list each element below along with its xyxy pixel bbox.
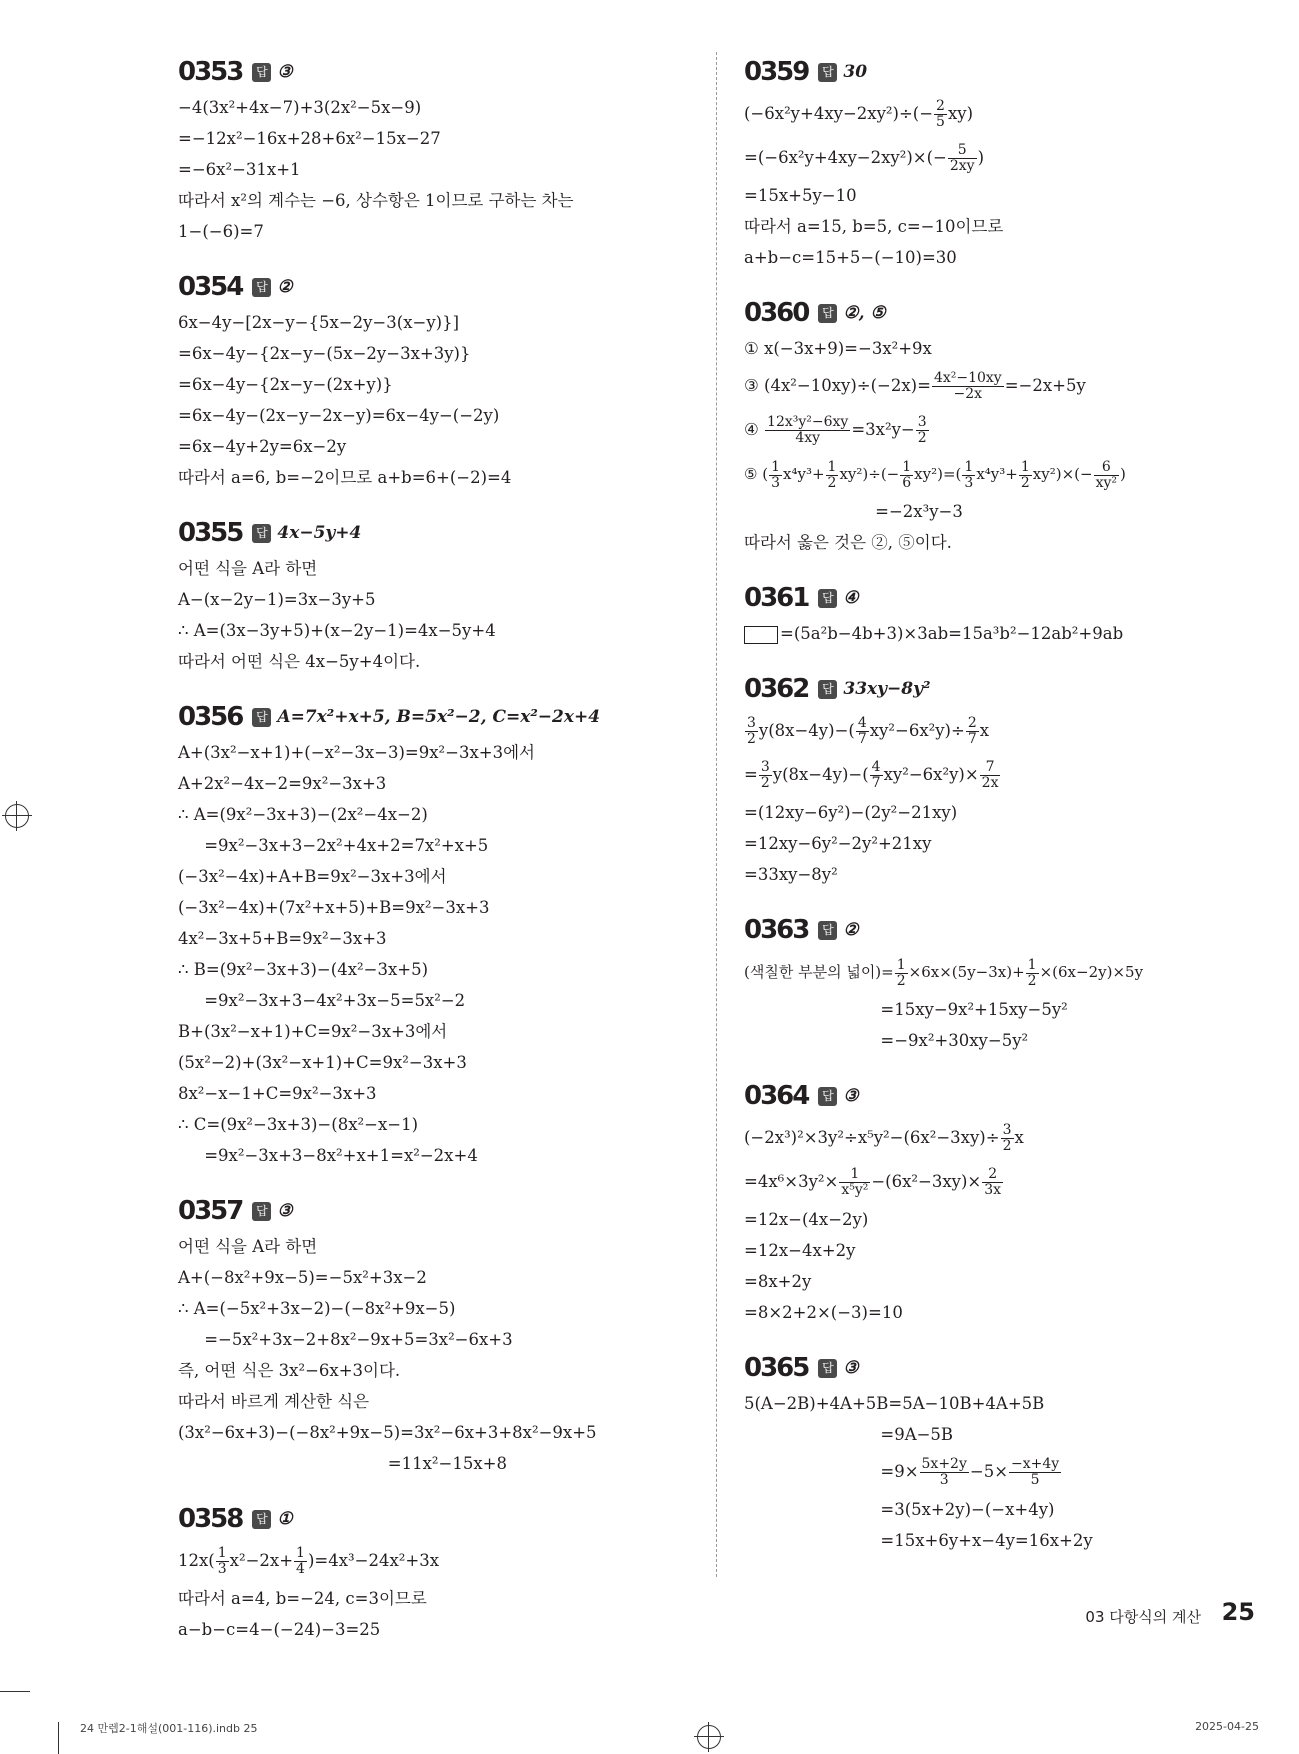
answer-tag: 답 [818, 680, 837, 699]
fraction: $\frac{2}{5}$ [936, 98, 945, 130]
answer: 30 [843, 62, 868, 82]
problem-number: 0353 [178, 57, 243, 87]
solution-line: ∴ A=(3x−3y+5)+(x−2y−1)=4x−5y+4 [178, 621, 496, 640]
problem-header [178, 1191, 678, 1231]
solution-line: 8x²−x−1+C=9x²−3x+3 [178, 1084, 377, 1103]
problem-number: 0360 [744, 298, 809, 328]
solution-line: =11x²−15x+8 [178, 1454, 507, 1473]
solution-line: 즉, 어떤 식은 3x²−6x+3이다. [178, 1361, 401, 1380]
solution-line: A+(−8x²+9x−5)=−5x²+3x−2 [178, 1268, 427, 1287]
problem-0359 [744, 52, 1264, 273]
solution-line: 따라서 x²의 계수는 −6, 상수항은 1이므로 구하는 차는 [178, 191, 574, 210]
solution-line: ∴ A=(−5x²+3x−2)−(−8x²+9x−5) [178, 1299, 456, 1318]
problem-number: 0355 [178, 518, 243, 548]
answer-tag: 답 [818, 921, 837, 940]
answer: ③ [843, 1358, 859, 1378]
answer: ②, ⑤ [843, 303, 886, 323]
answer-tag: 답 [818, 1359, 837, 1378]
solution-line: =12x−4x+2y [744, 1241, 856, 1260]
solution-line: =15x+5y−10 [744, 186, 857, 205]
problem-number: 0362 [744, 674, 809, 704]
answer-tag: 답 [252, 1510, 271, 1529]
left-column [178, 52, 678, 1665]
solution-line: =(5a²b−4b+3)×3ab=15a³b²−12ab²+9ab [744, 618, 1264, 649]
solution-line: A+2x²−4x−2=9x²−3x+3 [178, 774, 387, 793]
solution-line: =9A−5B [744, 1425, 954, 1444]
answer-tag: 답 [252, 1202, 271, 1221]
solution-line: =3(5x+2y)−(−x+4y) [744, 1500, 1055, 1519]
answer: 33xy−8y² [843, 679, 931, 699]
solution-line: 어떤 식을 A라 하면 [178, 559, 318, 578]
solution-line: 따라서 어떤 식은 4x−5y+4이다. [178, 652, 421, 671]
solution-line: A−(x−2y−1)=3x−3y+5 [178, 590, 376, 609]
solution-line: (3x²−6x+3)−(−8x²+9x−5)=3x²−6x+3+8x²−9x+5 [178, 1423, 597, 1442]
solution-line: ∴ A=(9x²−3x+3)−(2x²−4x−2) [178, 805, 428, 824]
solution-line: ∴ B=(9x²−3x+3)−(4x²−3x+5) [178, 960, 429, 979]
problem-number: 0354 [178, 272, 243, 302]
solution-line: =6x−4y−(2x−y−2x−y)=6x−4y−(−2y) [178, 406, 500, 425]
solution-line: (−6x²y+4xy−2xy²)÷(− $\frac{2}{5}$ xy) [744, 98, 974, 130]
answer: ③ [843, 1086, 859, 1106]
solution-line: =4x⁶×3y²× $\frac{1}{\text{x⁵y²}}$ −(6x²−3xy)× $\frac{2}{3x}$ [744, 1166, 1002, 1198]
solution-line: = $\frac{3}{2}$ y(8x−4y)−( $\frac{4}{7}$ xy²−6x²y)× $\frac{7}{2x}$ [744, 759, 999, 791]
problem-0364 [744, 1076, 1264, 1328]
answer-tag: 답 [252, 708, 271, 727]
problem-number: 0356 [178, 702, 243, 732]
page-number: 25 [1221, 1598, 1255, 1626]
problem-0354 [178, 267, 678, 493]
problem-0360 [744, 293, 1264, 558]
answer: ② [843, 920, 859, 940]
solution-line: a+b−c=15+5−(−10)=30 [744, 248, 957, 267]
solution-line: =8×2+2×(−3)=10 [744, 1303, 903, 1322]
solution-line: 어떤 식을 A라 하면 [178, 1237, 318, 1256]
solution-line: 5(A−2B)+4A+5B=5A−10B+4A+5B [744, 1394, 1045, 1413]
solution-line: =−12x²−16x+28+6x²−15x−27 [178, 129, 441, 148]
crop-mark-icon [0, 1691, 30, 1692]
problem-0361 [744, 578, 1264, 649]
crop-mark-icon [58, 1722, 59, 1754]
problem-0363 [744, 910, 1264, 1056]
solution-line: =12x−(4x−2y) [744, 1210, 869, 1229]
answer-tag: 답 [818, 1087, 837, 1106]
solution-line: ① x(−3x+9)=−3x²+9x [744, 339, 932, 358]
problem-number: 0357 [178, 1196, 243, 1226]
solution-line: ∴ C=(9x²−3x+3)−(8x²−x−1) [178, 1115, 419, 1134]
answer: A=7x²+x+5, B=5x²−2, C=x²−2x+4 [277, 707, 601, 727]
solution-line: a−b−c=4−(−24)−3=25 [178, 1620, 381, 1639]
solution-line: ③ (4x²−10xy)÷(−2x)= $\frac{\text{4x²−10xy}}{-2x}$ =−2x+5y [744, 370, 1086, 402]
problem-number: 0361 [744, 583, 809, 613]
answer: ③ [277, 62, 293, 82]
solution-line: =6x−4y−{2x−y−(5x−2y−3x+3y)} [178, 344, 471, 363]
solution-line: =12xy−6y²−2y²+21xy [744, 834, 932, 853]
solution-line: B+(3x²−x+1)+C=9x²−3x+3에서 [178, 1022, 448, 1041]
problem-number: 0364 [744, 1081, 809, 1111]
solution-line: −4(3x²+4x−7)+3(2x²−5x−9) [178, 98, 422, 117]
answer-tag: 답 [252, 63, 271, 82]
date-slug: 2025-04-25 [1195, 1720, 1259, 1733]
solution-line: =−9x²+30xy−5y² [744, 1031, 1029, 1050]
solution-line: A+(3x²−x+1)+(−x²−3x−3)=9x²−3x+3에서 [178, 743, 535, 762]
solution-line: 따라서 바르게 계산한 식은 [178, 1392, 370, 1411]
answer: 4x−5y+4 [277, 523, 362, 543]
solution-line: =33xy−8y² [744, 865, 838, 884]
solution-line: (−3x²−4x)+(7x²+x+5)+B=9x²−3x+3 [178, 898, 490, 917]
problem-0362 [744, 669, 1264, 890]
problem-number: 0358 [178, 1504, 243, 1534]
registration-mark-icon [5, 804, 29, 828]
solution-line: 4x²−3x+5+B=9x²−3x+3 [178, 929, 387, 948]
chapter-title: 03 다항식의 계산 [1085, 1608, 1201, 1626]
fraction: $\frac{\text{12x³y²−6xy}}{4xy}$ [767, 414, 849, 446]
fraction: $\frac{3}{2}$ [917, 414, 927, 446]
column-divider [716, 52, 717, 1577]
solution-line: (−3x²−4x)+A+B=9x²−3x+3에서 [178, 867, 447, 886]
fraction: $\frac{\text{4x²−10xy}}{-2x}$ [933, 370, 1002, 402]
problem-number: 0359 [744, 57, 809, 87]
solution-line: =6x−4y+2y=6x−2y [178, 437, 347, 456]
fraction: $\frac{1}{4}$ [296, 1545, 305, 1577]
solution-line: (5x²−2)+(3x²−x+1)+C=9x²−3x+3 [178, 1053, 467, 1072]
solution-line: $\frac{3}{2}$ y(8x−4y)−( $\frac{4}{7}$ xy²−6x²y)÷ $\frac{2}{7}$ x [747, 715, 990, 747]
problem-0356 [178, 697, 678, 1171]
solution-line: 따라서 a=15, b=5, c=−10이므로 [744, 217, 1004, 236]
fraction: $\frac{5}{2xy}$ [949, 142, 975, 174]
answer-tag: 답 [818, 304, 837, 323]
solution-line: =−2x³y−3 [744, 502, 963, 521]
problem-0353 [178, 52, 678, 247]
problem-0357 [178, 1191, 678, 1479]
answer-tag: 답 [818, 589, 837, 608]
solution-line: 따라서 a=6, b=−2이므로 a+b=6+(−2)=4 [178, 468, 512, 487]
blank-box [744, 626, 778, 644]
problem-header [178, 697, 678, 737]
answer: ② [277, 277, 293, 297]
solution-line: =6x−4y−{2x−y−(2x+y)} [178, 375, 393, 394]
solution-line: =8x+2y [744, 1272, 812, 1291]
solution-line: =(−6x²y+4xy−2xy²)×(− $\frac{5}{2xy}$ ) [744, 142, 985, 174]
solution-line: 따라서 a=4, b=−24, c=3이므로 [178, 1589, 427, 1608]
solution-line: (−2x³)²×3y²÷x⁵y²−(6x²−3xy)÷ $\frac{3}{2}$ x [744, 1122, 1024, 1154]
solution-line: =(12xy−6y²)−(2y²−21xy) [744, 803, 958, 822]
problem-0355 [178, 513, 678, 677]
answer: ④ [843, 588, 859, 608]
solution-line: ⑤ ( $\frac{1}{3}$ x⁴y³+ $\frac{1}{2}$ xy²)÷(− $\frac{1}{6}$ xy²)=( $\frac{1}{3}$ x⁴y³+ $\frac{1}{2}$ xy²)×(− $\frac{6}{\text{xy²}}$ ) [744, 458, 1126, 491]
answer-tag: 답 [252, 278, 271, 297]
problem-0358 [178, 1499, 678, 1645]
solution-line: =−5x²+3x−2+8x²−9x+5=3x²−6x+3 [178, 1330, 513, 1349]
answer-tag: 답 [818, 63, 837, 82]
solution-line: (색칠한 부분의 넓이)= $\frac{1}{2}$ ×6x×(5y−3x)+ $\frac{1}{2}$ ×(6x−2y)×5y [744, 956, 1144, 989]
file-slug: 24 만렙2-1해설(001-116).indb 25 [80, 1722, 258, 1735]
solution-line: 6x−4y−[2x−y−{5x−2y−3(x−y)}] [178, 313, 460, 332]
answer: ③ [277, 1201, 293, 1221]
problem-header [178, 267, 678, 307]
solution-line: =9x²−3x+3−4x²+3x−5=5x²−2 [178, 991, 466, 1010]
solution-line: =9x²−3x+3−2x²+4x+2=7x²+x+5 [178, 836, 489, 855]
solution-line: =9x²−3x+3−8x²+x+1=x²−2x+4 [178, 1146, 478, 1165]
solution-line: =15xy−9x²+15xy−5y² [744, 1000, 1068, 1019]
solution-line: 따라서 옳은 것은 ②, ⑤이다. [744, 533, 952, 552]
solution-line: =15x+6y+x−4y=16x+2y [744, 1531, 1093, 1550]
registration-mark-icon [697, 1725, 721, 1749]
problem-0365 [744, 1348, 1264, 1556]
problem-header [178, 52, 678, 92]
solution-line: 1−(−6)=7 [178, 222, 264, 241]
answer-tag: 답 [252, 524, 271, 543]
answer: ① [277, 1509, 293, 1529]
solution-line: 12x( $\frac{1}{3}$ x²−2x+ $\frac{1}{4}$ )=4x³−24x²+3x [178, 1545, 440, 1577]
fraction: $\frac{1}{3}$ [217, 1545, 227, 1577]
problem-number: 0363 [744, 915, 809, 945]
solution-line: ④ $\frac{\text{12x³y²−6xy}}{4xy}$ =3x²y− $\frac{3}{2}$ [744, 414, 927, 446]
problem-header [178, 513, 678, 553]
problem-number: 0365 [744, 1353, 809, 1383]
right-column [744, 52, 1264, 1576]
solution-line: =−6x²−31x+1 [178, 160, 301, 179]
solution-line: =9× $\frac{5x+2y}{3}$ −5× $\frac{-x+4y}{5}$ [744, 1456, 1060, 1488]
